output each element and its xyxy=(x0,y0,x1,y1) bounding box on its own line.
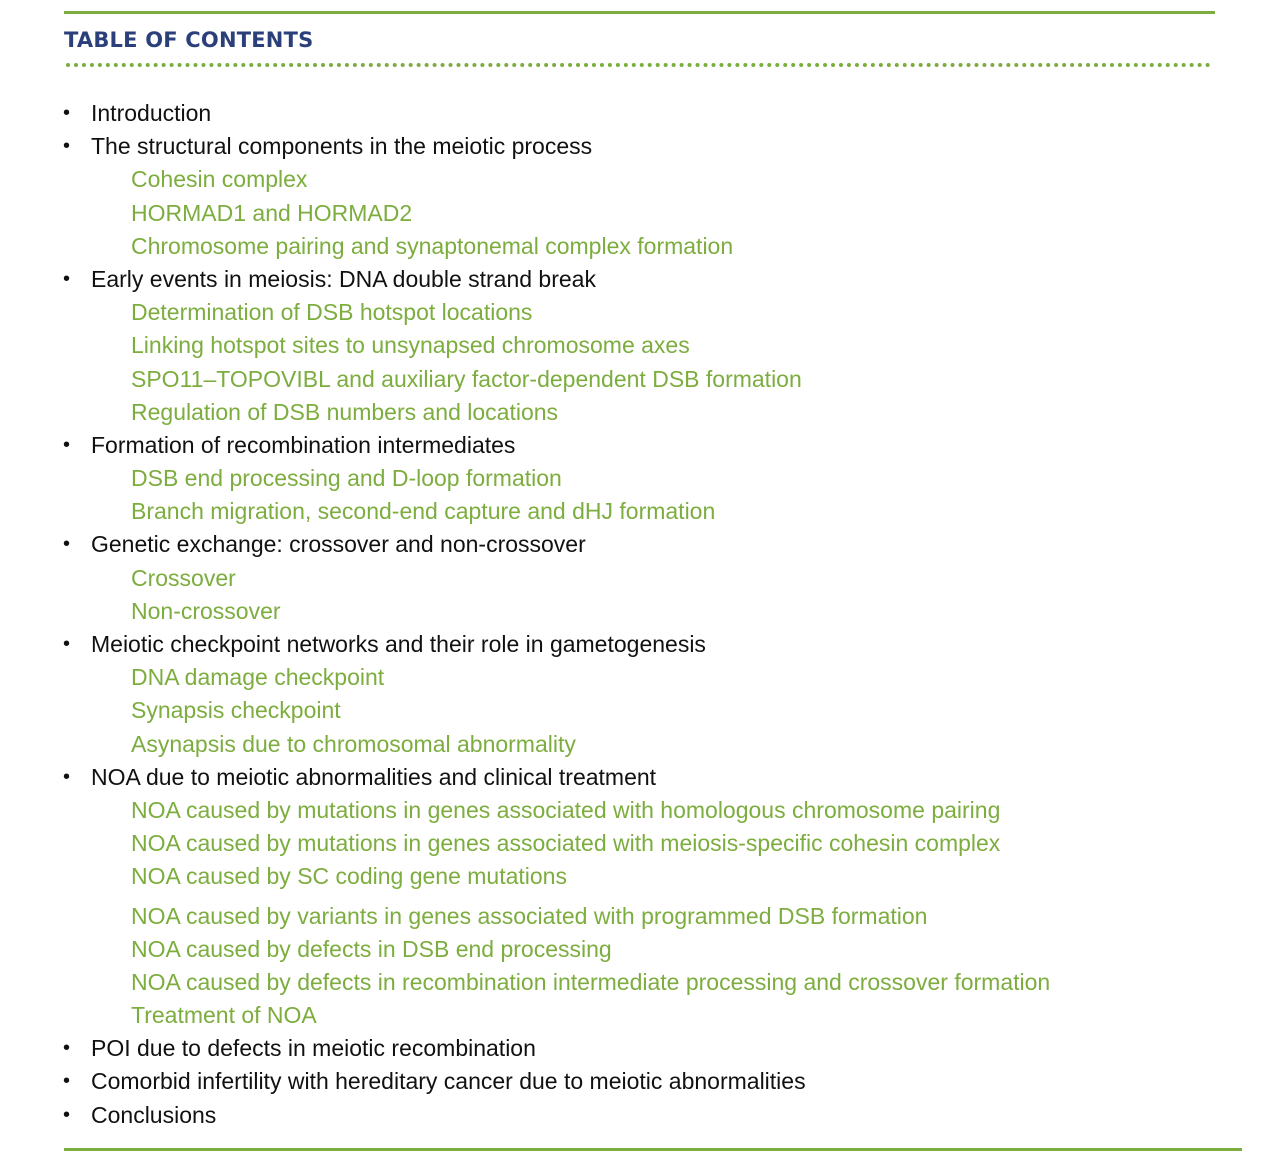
toc-subsection-label: Determination of DSB hotspot locations xyxy=(131,299,533,326)
dotted-divider xyxy=(66,63,1211,67)
toc-section-item[interactable] xyxy=(0,1065,1268,1098)
toc-section-label: The structural components in the meiotic process xyxy=(91,133,593,160)
bullet-icon: • xyxy=(63,135,71,158)
toc-subsection-item[interactable] xyxy=(0,363,1268,396)
toc-section-label: Genetic exchange: crossover and non-crossover xyxy=(91,531,586,558)
toc-subsection-label: Cohesin complex xyxy=(131,166,308,193)
toc-subsection-item[interactable] xyxy=(0,230,1268,263)
toc-subsection-item[interactable] xyxy=(0,595,1268,628)
toc-subsection-label: NOA caused by defects in DSB end processing xyxy=(131,935,612,962)
toc-subsection-item[interactable] xyxy=(0,728,1268,761)
toc-subsection-label: Crossover xyxy=(131,564,236,591)
toc-subsection-label: Chromosome pairing and synaptonemal complex formation xyxy=(131,232,734,259)
toc-section-label: Comorbid infertility with hereditary cancer due to meiotic abnormalities xyxy=(91,1068,806,1095)
top-rule xyxy=(64,11,1215,14)
toc-subsection-item[interactable] xyxy=(0,694,1268,727)
toc-subsection-label: Branch migration, second-end capture and dHJ formation xyxy=(131,498,716,525)
toc-section-label: Conclusions xyxy=(91,1101,217,1128)
toc-subsection-label: HORMAD1 and HORMAD2 xyxy=(131,199,413,226)
bullet-icon: • xyxy=(63,765,71,788)
toc-section-item[interactable] xyxy=(0,1099,1268,1132)
toc-subsection-label: DNA damage checkpoint xyxy=(131,664,385,691)
toc-subsection-item[interactable] xyxy=(0,999,1268,1032)
toc-subsection-item[interactable] xyxy=(0,900,1268,933)
toc-subsection-label: Linking hotspot sites to unsynapsed chromosome axes xyxy=(131,332,690,359)
toc-subsection-label: NOA caused by mutations in genes associated with meiosis-specific cohesin complex xyxy=(131,830,1001,857)
toc-subsection-label: NOA caused by defects in recombination intermediate processing and crossover formation xyxy=(131,968,1051,995)
toc-section-item[interactable] xyxy=(0,761,1268,794)
toc-subsection-item[interactable] xyxy=(0,197,1268,230)
toc-section-item[interactable] xyxy=(0,429,1268,462)
toc-section-label: NOA due to meiotic abnormalities and clinical treatment xyxy=(91,763,657,790)
bullet-icon: • xyxy=(63,267,71,290)
bottom-rule xyxy=(64,1148,1242,1151)
toc-section-item[interactable] xyxy=(0,628,1268,661)
bullet-icon: • xyxy=(63,102,71,124)
toc-subsection-label: Regulation of DSB numbers and locations xyxy=(131,398,559,425)
toc-subsection-item[interactable] xyxy=(0,562,1268,595)
toc-subsection-label: NOA caused by mutations in genes associated with homologous chromosome pairing xyxy=(131,796,1001,823)
toc-subsection-item[interactable] xyxy=(0,860,1268,893)
toc-subsection-label: SPO11–TOPOVIBL and auxiliary factor-dependent DSB formation xyxy=(131,365,802,392)
toc-subsection-label: Synapsis checkpoint xyxy=(131,697,341,724)
toc-section-label: Meiotic checkpoint networks and their role in gametogenesis xyxy=(91,631,706,657)
toc-section-label: Introduction xyxy=(91,100,212,126)
toc-subsection-item[interactable] xyxy=(0,396,1268,429)
toc-section-item[interactable] xyxy=(0,1032,1268,1065)
toc-subsection-label: DSB end processing and D-loop formation xyxy=(131,465,562,492)
toc-section-label: Formation of recombination intermediates xyxy=(91,431,516,458)
toc-section-label: POI due to defects in meiotic recombination xyxy=(91,1035,536,1062)
bullet-icon: • xyxy=(63,1103,71,1126)
toc-section-item[interactable] xyxy=(0,97,1268,130)
toc-subsection-item[interactable] xyxy=(0,827,1268,860)
toc-subsection-label: Treatment of NOA xyxy=(131,1002,317,1029)
bullet-icon: • xyxy=(63,533,71,556)
toc-subsection-item[interactable] xyxy=(0,329,1268,362)
toc-subsection-item[interactable] xyxy=(0,163,1268,196)
toc-section-label: Early events in meiosis: DNA double strand break xyxy=(91,265,596,292)
toc-subsection-item[interactable] xyxy=(0,462,1268,495)
bullet-icon: • xyxy=(63,1070,71,1093)
toc-subsection-label: Non-crossover xyxy=(131,597,281,624)
toc-subsection-item[interactable] xyxy=(0,495,1268,528)
bullet-icon: • xyxy=(63,633,71,655)
toc-subsection-item[interactable] xyxy=(0,661,1268,694)
toc-section-item[interactable] xyxy=(0,130,1268,163)
toc-subsection-item[interactable] xyxy=(0,966,1268,999)
toc-subsection-label: Asynapsis due to chromosomal abnormality xyxy=(131,730,576,757)
toc-subsection-item[interactable] xyxy=(0,933,1268,966)
bullet-icon: • xyxy=(63,1037,71,1060)
toc-title: TABLE OF CONTENTS xyxy=(64,28,314,52)
toc-subsection-label: NOA caused by variants in genes associated with programmed DSB formation xyxy=(131,902,928,929)
toc-subsection-label: NOA caused by SC coding gene mutations xyxy=(131,863,567,890)
toc-subsection-item[interactable] xyxy=(0,794,1268,827)
toc-section-item[interactable] xyxy=(0,528,1268,561)
toc-subsection-item[interactable] xyxy=(0,296,1268,329)
toc-list xyxy=(0,97,1268,1132)
toc-section-item[interactable] xyxy=(0,263,1268,296)
bullet-icon: • xyxy=(63,433,71,456)
